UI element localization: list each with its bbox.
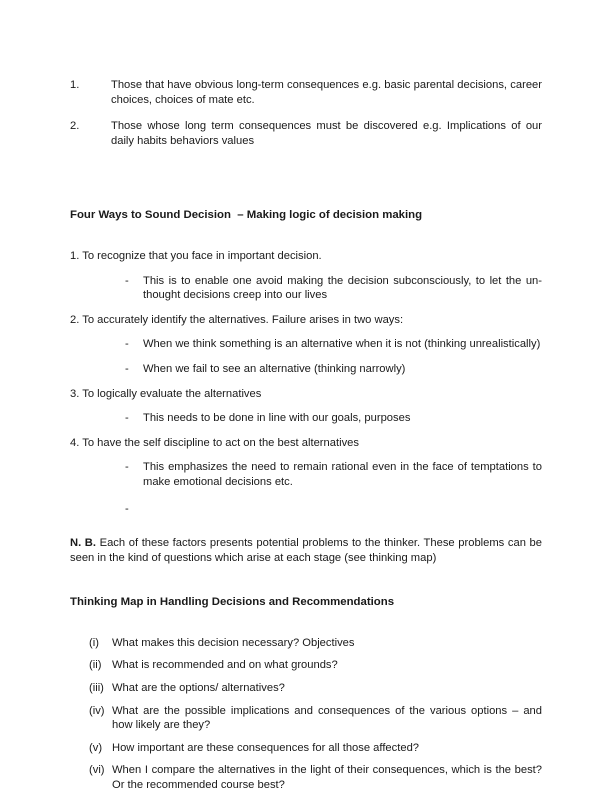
- sub-bullet: [125, 460, 542, 489]
- sub-bullet-text: This needs to be done in line with our goals, purposes: [143, 412, 411, 425]
- sub-bullet-empty: [125, 502, 542, 517]
- dash-bullet-marker: -: [125, 274, 129, 287]
- question-text: When I compare the alternatives in the light of their consequences, which is the best? Or the recommended course best?: [112, 764, 542, 792]
- thinking-map-questions: [70, 636, 542, 792]
- question-item: [89, 658, 542, 673]
- question-text: What makes this decision necessary? Objectives: [112, 636, 355, 649]
- list-marker: 1.: [70, 79, 80, 91]
- sub-bullet-text: When we fail to see an alternative (thinking narrowly): [143, 362, 406, 375]
- heading-four-ways-to-sound-decision: Four Ways to Sound Decision – Making logic of decision making: [70, 209, 423, 222]
- step-text: 4. To have the self discipline to act on the best alternatives: [70, 436, 359, 449]
- step-text: 3. To logically evaluate the alternatives: [70, 387, 262, 400]
- list-marker: 2.: [70, 120, 80, 133]
- step-text: 2. To accurately identify the alternatives. Failure arises in two ways:: [70, 313, 404, 326]
- note-text: Each of these factors presents potential problems to the thinker. These problems can be seen in the kind of questions which arise at each stage (see thinking map): [70, 537, 543, 564]
- sub-bullet: [125, 274, 542, 303]
- sub-bullet: [125, 411, 542, 426]
- note-label: N. B.: [70, 537, 96, 550]
- list-text: Those that have obvious long-term consequences e.g. basic parental decisions, career choices, choices of mate etc.: [111, 79, 542, 106]
- sub-bullet-text: [143, 502, 542, 517]
- question-marker: (vi): [89, 764, 105, 777]
- sub-bullet-text: This emphasizes the need to remain rational even in the face of temptations to make emotional decisions etc.: [143, 461, 542, 488]
- sub-bullet-text: When we think something is an alternative when it is not (thinking unrealistically): [143, 338, 541, 351]
- sub-bullet-text: This is to enable one avoid making the decision subconsciously, to let the un-thought decisions creep into our lives: [143, 274, 542, 302]
- document-body: [70, 78, 542, 792]
- sub-bullet: [125, 337, 542, 352]
- question-text: What is recommended and on what grounds?: [112, 659, 338, 672]
- question-text: What are the possible implications and consequences of the various options – and how likely are they?: [112, 704, 542, 732]
- question-marker: (i): [89, 636, 103, 649]
- list-item: [70, 78, 542, 107]
- list-text: Those whose long term consequences must be discovered e.g. Implications of our daily habits behaviors values: [111, 120, 542, 147]
- question-item: [89, 741, 542, 756]
- question-item: [89, 636, 542, 651]
- question-marker: (iv): [89, 704, 105, 717]
- question-item: [89, 704, 542, 733]
- question-marker: (v): [89, 741, 106, 754]
- question-item: [89, 763, 542, 792]
- heading-thinking-map: Thinking Map in Handling Decisions and Recommendations: [70, 596, 395, 609]
- question-text: How important are these consequences for all those affected?: [112, 741, 420, 754]
- dash-bullet-marker: -: [125, 461, 129, 474]
- question-marker: (ii): [89, 659, 102, 672]
- question-text: What are the options/ alternatives?: [112, 682, 285, 695]
- step-text: 1. To recognize that you face in important decision.: [70, 249, 322, 262]
- intro-numbered-list: [70, 78, 542, 148]
- dash-bullet-marker: -: [125, 502, 129, 515]
- dash-bullet-marker: -: [125, 338, 129, 351]
- question-item: [89, 681, 542, 696]
- dash-bullet-marker: -: [125, 362, 129, 375]
- question-marker: (iii): [89, 682, 104, 695]
- steps-section: [70, 249, 542, 516]
- sub-bullet: [125, 362, 542, 377]
- list-item: [70, 119, 542, 148]
- dash-bullet-marker: -: [125, 412, 129, 425]
- note-paragraph: [70, 536, 542, 565]
